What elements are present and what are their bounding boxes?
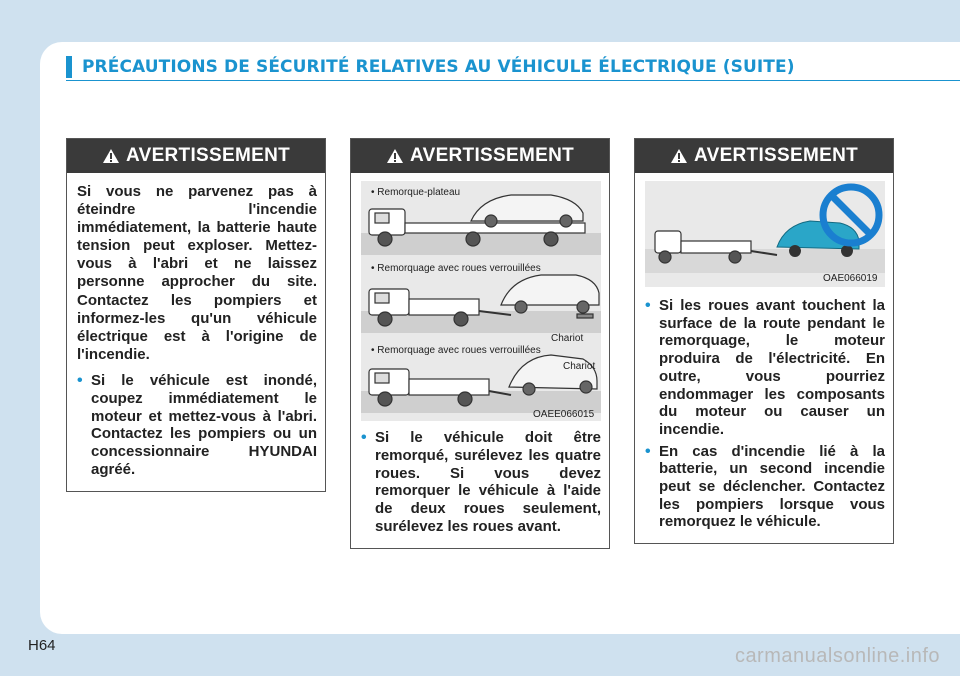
warning-header-text: AVERTISSEMENT <box>409 145 574 166</box>
title-underline <box>66 80 960 81</box>
warning-header <box>635 139 893 173</box>
warning-bullet: • Si les roues avant touchent la surface de la route pendant le remorquage, le moteur produira de l'électricité. En outre, vous pourriez endommager les composants du moteur ou causer un incendie. <box>645 297 885 439</box>
warning-triangle-icon <box>670 148 688 164</box>
figure-label-chariot-2: Chariot <box>563 361 596 372</box>
section-title <box>66 56 960 78</box>
warning-box-1 <box>66 138 326 492</box>
figure-code: OAE066019 <box>823 273 878 284</box>
watermark: carmanualsonline.info <box>734 645 940 667</box>
page-number: H64 <box>28 637 56 654</box>
warning-paragraph: Si vous ne parvenez pas à éteindre l'incendie immédiatement, la batterie haute tension peut exploser. Mettez-vous à l'abri et ne laissez personne approcher du site. Contactez les pompiers et informez-les qu'un véhicule électrique est à l'origine de l'incendie. <box>77 183 317 363</box>
warning-header-text: AVERTISSEMENT <box>693 145 858 166</box>
towing-prohibited-illustration <box>645 181 885 287</box>
warning-triangle-icon <box>386 148 404 164</box>
figure-label-wheel-lift-1: • Remorquage avec roues verrouillées <box>371 263 541 274</box>
section-title-text: PRÉCAUTIONS DE SÉCURITÉ RELATIVES AU VÉHICULE ÉLECTRIQUE (SUITE) <box>82 57 795 77</box>
warning-box-3 <box>634 138 894 544</box>
warning-header <box>67 139 325 173</box>
figure-label-chariot-1: Chariot <box>551 333 584 344</box>
title-accent-bar <box>66 56 72 78</box>
warning-triangle-icon <box>102 148 120 164</box>
warning-bullet: • Si le véhicule est inondé, coupez immédiatement le moteur et mettez-vous à l'abri. Contactez les pompiers ou un concessionnaire HYUNDAI agréé. <box>77 372 317 479</box>
towing-illustration <box>361 181 601 421</box>
warning-header <box>351 139 609 173</box>
warning-bullet: • Si le véhicule doit être remorqué, surélevez les quatre roues. Si vous devez remorquer le véhicule à l'aide de deux roues seulement, surélevez les roues avant. <box>361 429 601 536</box>
towing-prohibited-figure <box>645 181 885 287</box>
figure-label-wheel-lift-2: • Remorquage avec roues verrouillées <box>371 345 541 356</box>
figure-label-flatbed: • Remorque-plateau <box>371 187 460 198</box>
warning-header-text: AVERTISSEMENT <box>125 145 290 166</box>
manual-page <box>40 42 960 634</box>
figure-code: OAEE066015 <box>533 409 595 420</box>
towing-figure <box>361 181 601 421</box>
warning-box-2 <box>350 138 610 549</box>
warning-bullet: • En cas d'incendie lié à la batterie, un second incendie peut se déclencher. Contactez les pompiers lorsque vous remorquez le véhicule. <box>645 443 885 532</box>
